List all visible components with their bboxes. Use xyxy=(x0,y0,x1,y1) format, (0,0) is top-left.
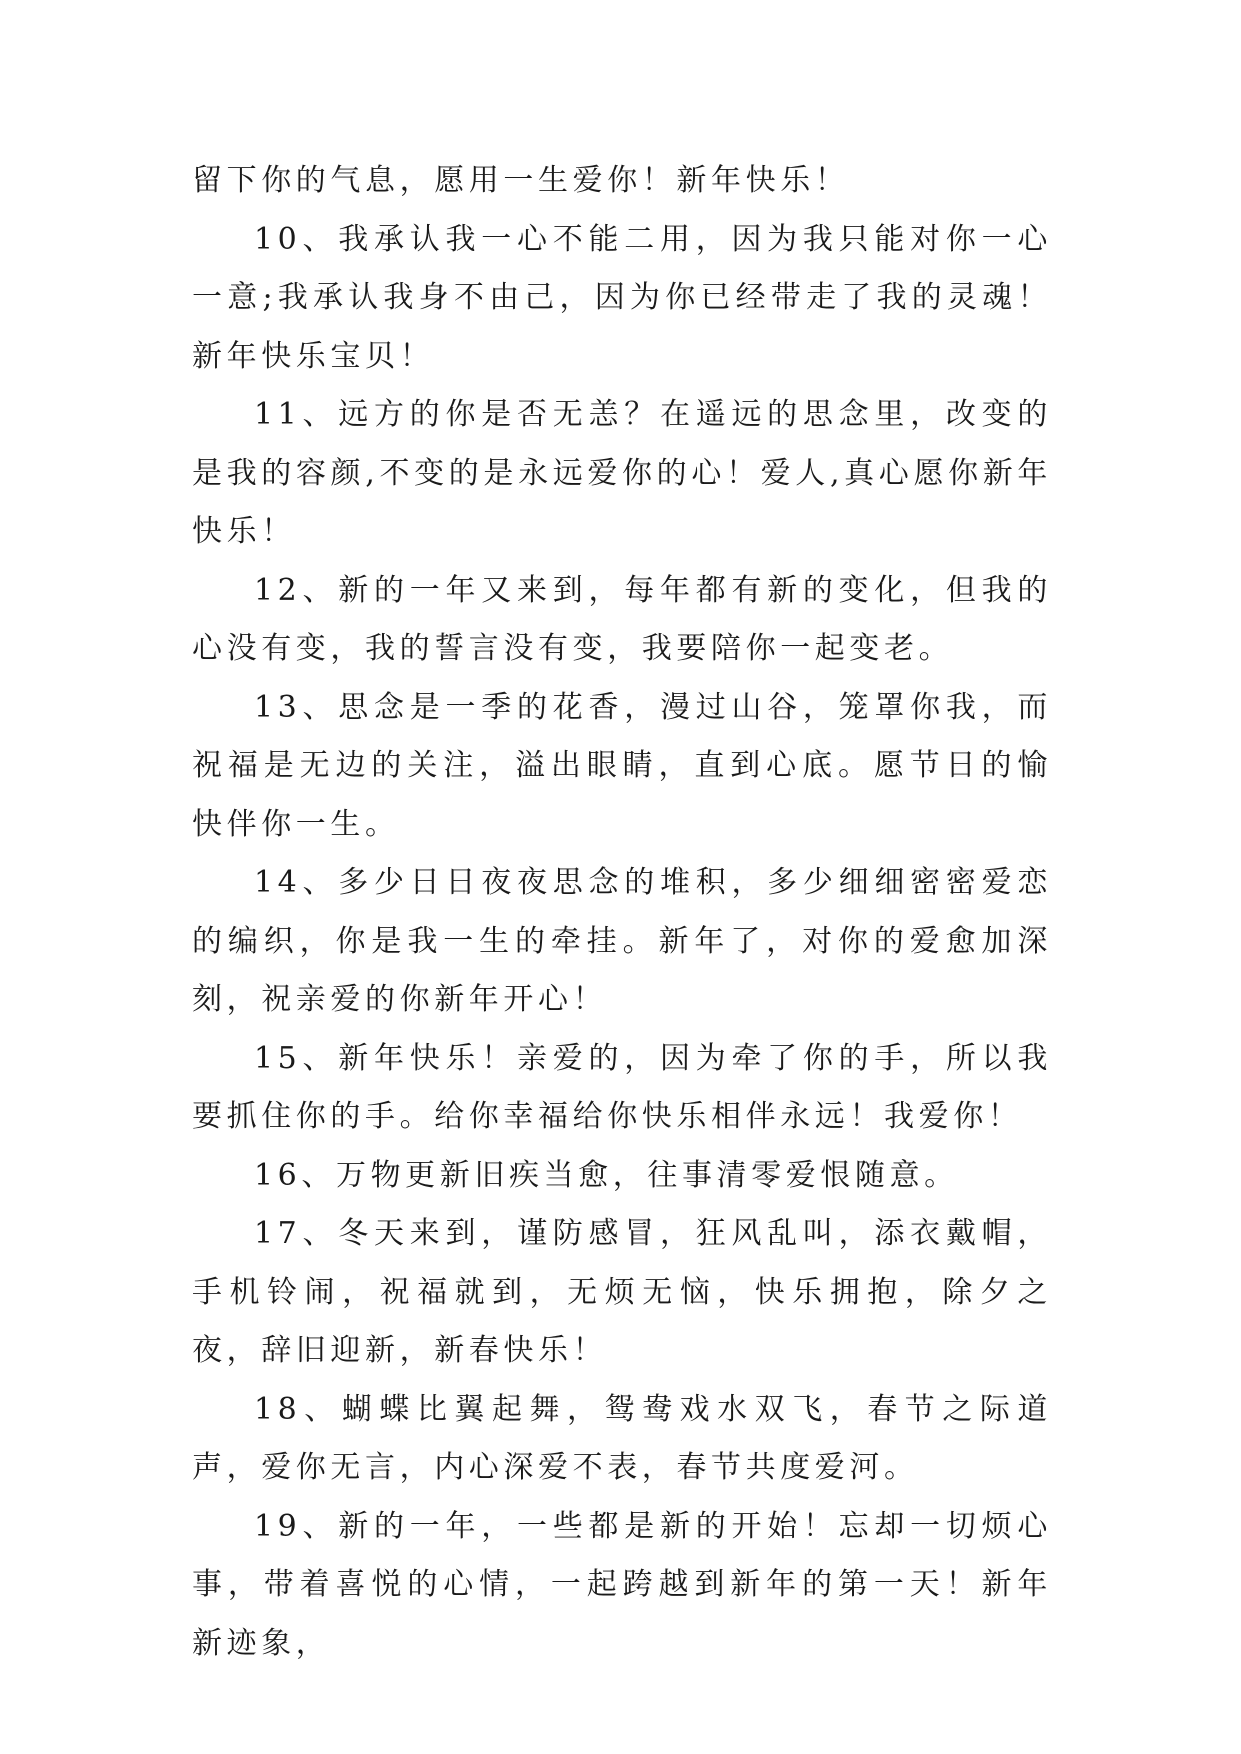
paragraph-15: 15、新年快乐！亲爱的，因为牵了你的手，所以我要抓住你的手。给你幸福给你快乐相伴永远！我爱你！ xyxy=(192,1040,1052,1134)
paragraph-19: 19、新的一年，一些都是新的开始！忘却一切烦心事，带着喜悦的心情，一起跨越到新年的第一天！新年新迹象， xyxy=(192,1508,1052,1661)
paragraph-18: 18、蝴蝶比翼起舞，鸳鸯戏水双飞，春节之际道声，爱你无言，内心深爱不表，春节共度爱河。 xyxy=(192,1391,1052,1485)
paragraph-11: 11、远方的你是否无恙？在遥远的思念里，改变的是我的容颜,不变的是永远爱你的心！爱人,真心愿你新年快乐！ xyxy=(192,397,1052,549)
paragraph-17: 17、冬天来到，谨防感冒，狂风乱叫，添衣戴帽，手机铃闹，祝福就到，无烦无恼，快乐拥抱，除夕之夜，辞旧迎新，新春快乐！ xyxy=(192,1216,1052,1368)
paragraph-9-continuation: 留下你的气息，愿用一生爱你！新年快乐！ xyxy=(192,163,850,198)
paragraph-13: 13、思念是一季的花香，漫过山谷，笼罩你我，而祝福是无边的关注，溢出眼睛，直到心底。愿节日的愉快伴你一生。 xyxy=(192,689,1052,842)
paragraph-10: 10、我承认我一心不能二用，因为我只能对你一心一意;我承认我身不由己，因为你已经带走了我的灵魂！新年快乐宝贝！ xyxy=(192,221,1052,374)
paragraph-16: 16、万物更新旧疾当愈，往事清零爱恨随意。 xyxy=(254,1157,959,1193)
paragraph-12: 12、新的一年又来到，每年都有新的变化，但我的心没有变，我的誓言没有变，我要陪你一起变老。 xyxy=(192,572,1052,666)
paragraph-14: 14、多少日日夜夜思念的堆积，多少细细密密爱恋的编织，你是我一生的牵挂。新年了，对你的爱愈加深刻，祝亲爱的你新年开心！ xyxy=(192,865,1052,1017)
document-body xyxy=(192,152,1052,1673)
